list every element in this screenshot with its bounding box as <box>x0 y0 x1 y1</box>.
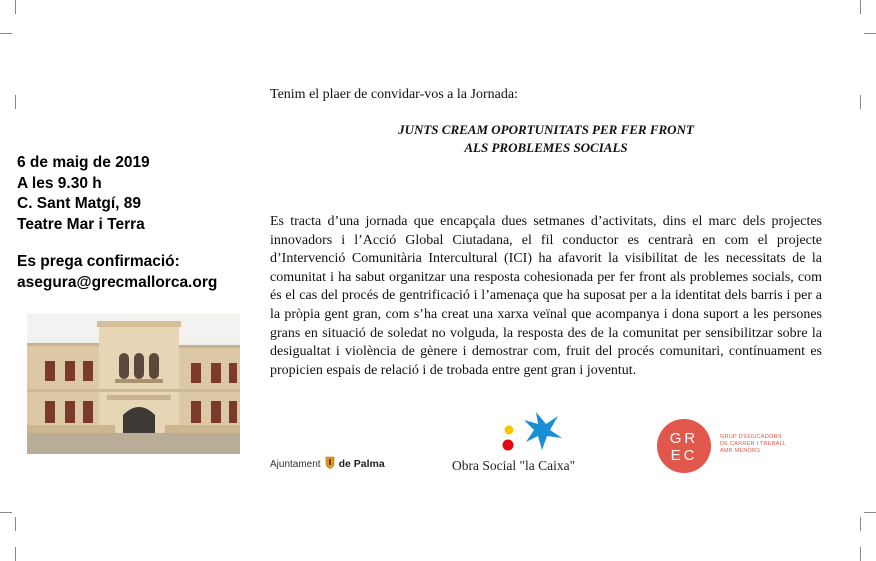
crop-mark <box>860 517 861 531</box>
ajuntament-palma-logo <box>270 456 385 472</box>
event-info <box>17 153 217 293</box>
crop-mark <box>15 517 16 531</box>
grec-logo <box>657 418 807 476</box>
crop-mark <box>15 95 16 109</box>
grec-circle-icon <box>657 418 715 476</box>
grec-line1: GRUP D'EDUCADORS <box>720 434 782 440</box>
venue-photo <box>27 313 240 454</box>
obra-social-la-caixa-logo <box>448 408 598 478</box>
caixa-name: Obra Social "la Caixa" <box>452 458 576 473</box>
crop-mark <box>864 33 876 34</box>
event-description: Es tracta d’una jornada que encapçala dues setmanes d’activitats, dins el marc dels projectes innovadors i l’Acció Global Ciutadana, el fil conductor es centrarà en com el projecte d’Intervenció Comunitària Intercultural (ICI) ha afavorit la visibilitat de les necessitats de la comunitat i ha sabut organitzar una resposta cohesionada per fer front als problemes socials, com és el cas del procés de gentrificació i l’amenaça que ha suposat per a la identitat dels barris i per a la pròpia gent gran, com s’ha creat una xarxa veïnal que acompanya i dona suport a les persones grans en situació de soledat no volguda, la resposta des de la comunitat per sensibilitzar sobre la desigualtat i violència de gènere i demostrar com, fruit del procés comunitari, contínuament es propicien espais de relació i de trobada entre gent gran i joventut. <box>270 214 822 378</box>
crop-mark <box>860 547 861 561</box>
event-title-line2: ALS PROBLEMES SOCIALS <box>464 140 628 155</box>
crop-mark <box>864 512 876 513</box>
palma-name: de Palma <box>338 458 385 470</box>
rsvp-email: asegura@grecmallorca.org <box>17 273 218 291</box>
crop-mark <box>860 95 861 109</box>
grec-line3: AMB MENORS <box>720 448 761 454</box>
event-time: A les 9.30 h <box>17 174 102 192</box>
event-title <box>270 121 822 157</box>
crop-mark <box>15 0 16 14</box>
crop-mark <box>860 0 861 14</box>
crop-mark <box>15 547 16 561</box>
event-address: C. Sant Matgí, 89 <box>17 195 142 212</box>
grec-line2: DE CARRER I TREBALL <box>720 441 787 447</box>
palma-shield-icon <box>325 456 335 472</box>
event-title-line1: JUNTS CREAM OPORTUNITATS PER FER FRONT <box>398 122 694 137</box>
caixa-star-icon <box>448 408 598 458</box>
event-venue: Teatre Mar i Terra <box>17 215 145 233</box>
crop-mark <box>0 512 12 513</box>
grec-description <box>720 434 786 455</box>
rsvp-label: Es prega confirmació: <box>17 253 180 270</box>
grec-letters-bottom: EC <box>670 447 698 464</box>
event-date: 6 de maig de 2019 <box>17 154 150 171</box>
grec-letters-top: GR <box>669 430 699 447</box>
invitation-intro: Tenim el plaer de convidar-vos a la Jornada: <box>270 87 518 102</box>
crop-mark <box>0 33 12 34</box>
palma-prefix: Ajuntament <box>270 458 321 470</box>
